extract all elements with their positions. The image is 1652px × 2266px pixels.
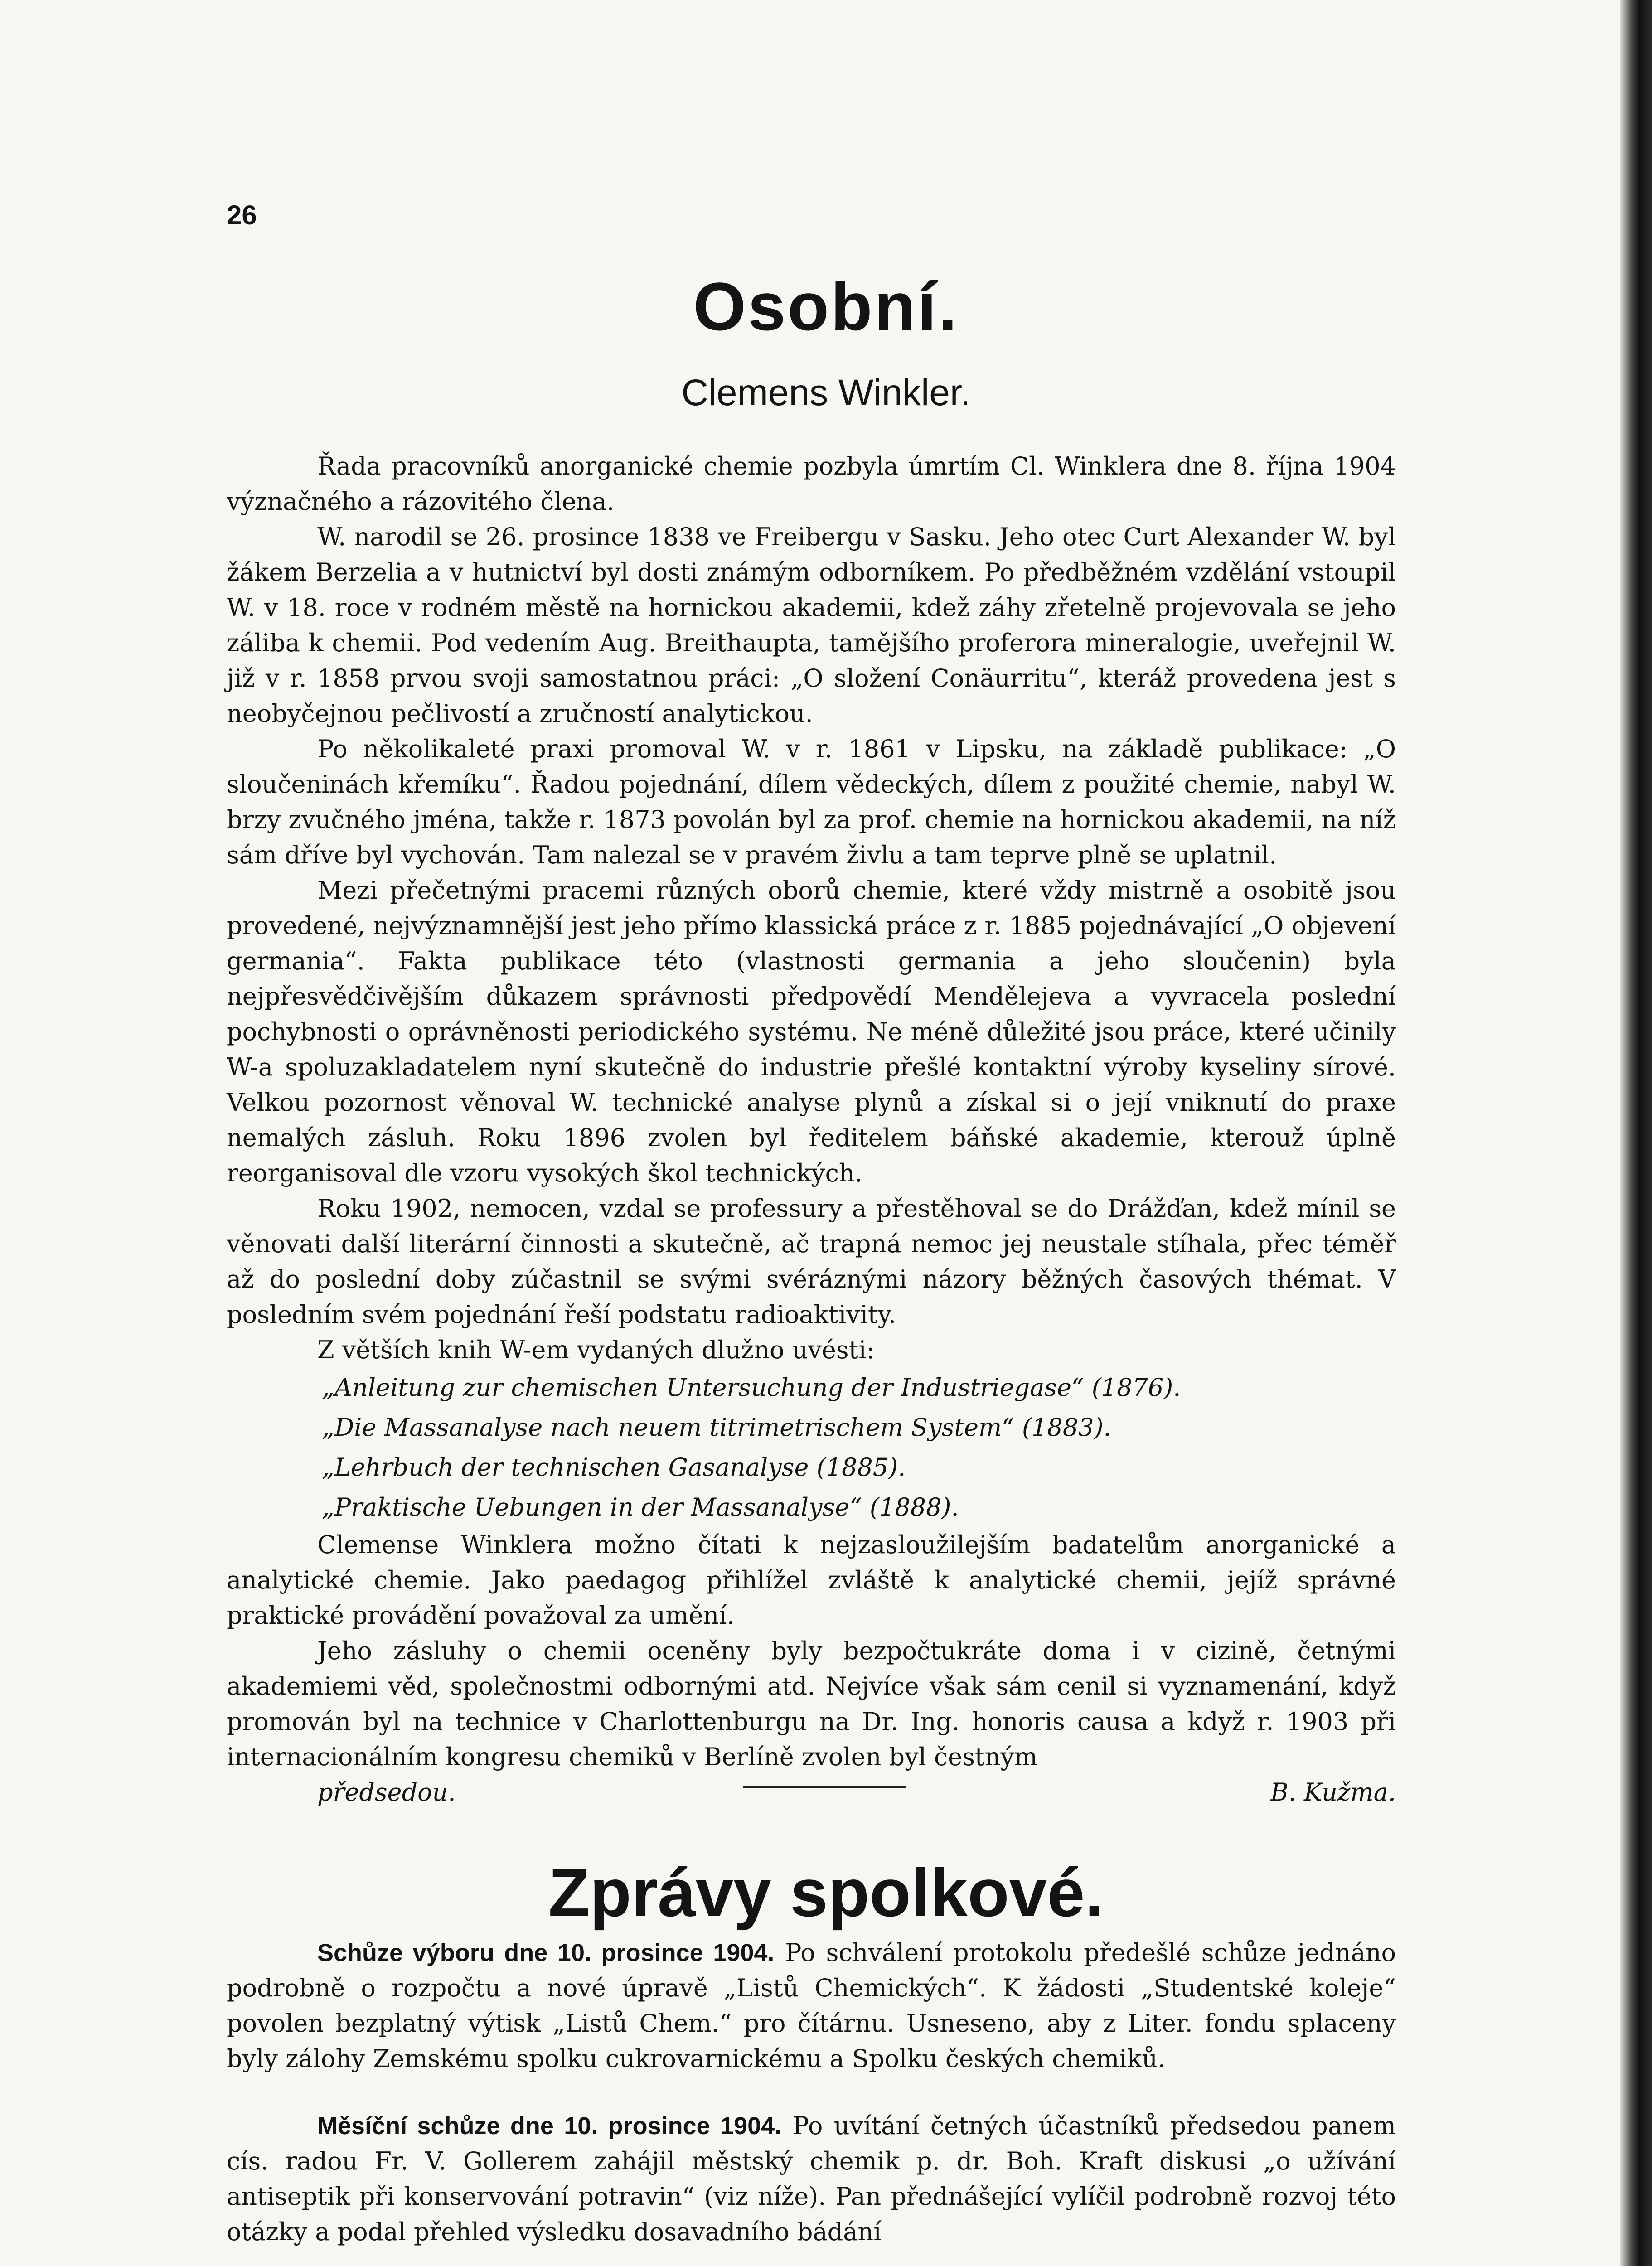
report-paragraph: [227, 1935, 1396, 2077]
book-list: [227, 1368, 1396, 1527]
book-item: „Lehrbuch der technischen Gasanalyse (1885).: [322, 1453, 906, 1482]
page-number: 26: [227, 200, 257, 230]
report-lead: Schůze výboru dne 10. prosince 1904.: [317, 1939, 775, 1966]
signature-line: [227, 1775, 1396, 1810]
paragraph: W. narodil se 26. prosince 1838 ve Freibergu v Sasku. Jeho otec Curt Alexander W. byl žákem Berzelia a v hutnictví byl dosti známým odborníkem. Po předběžném vzdělání vstoupil W. v 18. roce v rodném městě na hornickou akademii, kdež záhy zřetelně projevovala se jeho záliba k chemii. Pod vedením Aug. Breithaupta, tamějšího proferora mineralogie, uveřejnil W. již v r. 1858 prvou svoji samostatnou práci: „O složení Conäurritu“, kteráž provedena jest s neobyčejnou pečlivostí a zručností analytickou.: [227, 523, 1396, 728]
book-item: „Praktische Uebungen in der Massanalyse“ (1888).: [322, 1493, 959, 1521]
section2-title: Zprávy spolkové.: [548, 1854, 1104, 1931]
section-divider: [743, 1786, 906, 1788]
paragraph: Z větších knih W-em vydaných dlužno uvésti:: [317, 1336, 875, 1364]
report-text: Po uvítání četných účastníků předsedou panem cís. radou Fr. V. Gollerem zahájil městský chemik p. dr. Boh. Kraft diskusi „o užívání antiseptik při konservování potravin“ (viz níže). Pan přednášející vylíčil podrobně rozvoj této otázky a podal přehled výsledku dosavadního bádání: [227, 2111, 1396, 2246]
closing-word: předsedou.: [317, 1778, 456, 1806]
paragraph: Roku 1902, nemocen, vzdal se professury a přestěhoval se do Drážďan, kdež mínil se věnovati další literární činnosti a skutečně, ač trapná nemoc jej neustale stíhala, přec téměř až do poslední doby zúčastnil se svými svéráznými názory běžných časových thémat. V posledním svém pojednání řeší podstatu radioaktivity.: [227, 1194, 1396, 1329]
paragraph: Jeho zásluhy o chemii oceněny byly bezpočtukráte doma i v cizině, četnými akademiemi věd, společnostmi odbornými atd. Nejvíce však sám cenil si vyznamenání, když promován byl na technice v Charlottenburgu na Dr. Ing. honoris causa a když r. 1903 při internacionálním kongresu chemiků v Berlíně zvolen byl čestným: [227, 1637, 1396, 1771]
report-lead: Měsíční schůze dne 10. prosince 1904.: [317, 2112, 782, 2140]
paragraph: Clemense Winklera možno čítati k nejzasloužilejším badatelům anorganické a analytické chemie. Jako paedagog přihlížel zvláště k analytické chemii, jejíž správné praktické provádění považoval za umění.: [227, 1530, 1396, 1630]
paragraph: Řada pracovníků anorganické chemie pozbyla úmrtím Cl. Winklera dne 8. října 1904 význačného a rázovitého člena.: [227, 452, 1396, 516]
report-paragraph: [227, 2108, 1396, 2250]
paragraph: Mezi přečetnými pracemi různých oborů chemie, které vždy mistrně a osobitě jsou provedené, nejvýznamnější jest jeho přímo klassická práce z r. 1885 pojednávající „O objevení germania“. Fakta publikace této (vlastnosti germania a jeho sloučenin) byla nejpřesvědčivějším důkazem správnosti předpovědí Mendělejeva a vyvracela poslední pochybnosti o oprávněnosti periodického systému. Ne méně důležité jsou práce, které učinily W-a spoluzakladatelem nyní skutečně do industrie přešlé kontaktní výroby kyseliny sírové. Velkou pozornost věnoval W. technické analyse plynů a získal si o její vniknutí do praxe nemalých zásluh. Roku 1896 zvolen byl ředitelem báňské akademie, kterouž úplně reorganisoval dle vzoru vysokých škol technických.: [227, 876, 1396, 1187]
signature: B. Kužma.: [1270, 1778, 1396, 1806]
report-text: Po schválení protokolu předešlé schůze jednáno podrobně o rozpočtu a nové úpravě „Listů Chemických“. K žádosti „Studentské koleje“ povolen bezplatný výtisk „Listů Chem.“ pro čítárnu. Usneseno, aby z Liter. fondu splaceny byly zálohy Zemskému spolku cukrovarnickému a Spolku českých chemiků.: [227, 1938, 1396, 2073]
book-item: „Anleitung zur chemischen Untersuchung der Industriegase“ (1876).: [322, 1373, 1181, 1402]
section-title: Osobní.: [693, 268, 959, 344]
book-item: „Die Massanalyse nach neuem titrimetrischem System“ (1883).: [322, 1413, 1111, 1442]
article-body: [227, 449, 1396, 1810]
article-title: Clemens Winkler.: [681, 372, 971, 413]
reports-body: [227, 1935, 1396, 2250]
paragraph: Po několikaleté praxi promoval W. v r. 1861 v Lipsku, na základě publikace: „O sloučeninách křemíku“. Řadou pojednání, dílem vědeckých, dílem z použité chemie, nabyl W. brzy zvučného jména, takže r. 1873 povolán byl za prof. chemie na hornickou akademii, na níž sám dříve byl vychován. Tam nalezal se v pravém živlu a tam teprve plně se uplatnil.: [227, 735, 1396, 869]
